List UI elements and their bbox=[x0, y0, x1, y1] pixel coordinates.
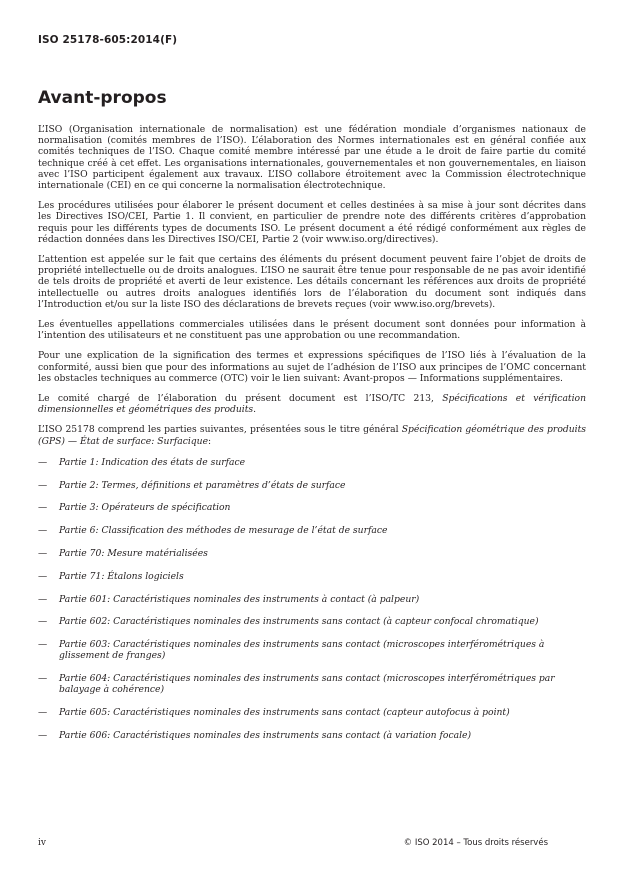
foreword-body bbox=[38, 124, 586, 753]
page-number: iv bbox=[38, 838, 46, 848]
paragraph-series-intro bbox=[38, 424, 586, 446]
list-item: — Partie 70: Mesure matérialisées bbox=[38, 548, 208, 560]
parts-list bbox=[38, 457, 586, 741]
list-item: — Partie 3: Opérateurs de spécification bbox=[38, 502, 231, 514]
committee-suffix: . bbox=[253, 404, 257, 416]
list-item: — Partie 602: Caractéristiques nominales des instruments sans contact (à capteur confocal chromatique) bbox=[38, 616, 539, 628]
series-suffix: : bbox=[208, 435, 212, 447]
list-item: — Partie 6: Classification des méthodes de mesurage de l’état de surface bbox=[38, 525, 388, 537]
series-title: Spécification géométrique des produits (GPS) — État de surface: Surfacique bbox=[38, 424, 587, 447]
paragraph-procedures: Les procédures utilisées pour élaborer le présent document et celles destinées à sa mise à jour sont décrites dans les Directives ISO/CEI, Partie 1. Il convient, en particulier de prendre note des différents critères d’approbation requis pour les différents types de documents ISO. Le présent document a été rédigé conformément aux règles de rédaction données dans les Directives ISO/CEI, Partie 2 (voir www.iso.org/directives). bbox=[38, 200, 586, 245]
paragraph-committee bbox=[38, 393, 586, 415]
copyright-notice: © ISO 2014 – Tous droits réservés bbox=[403, 838, 548, 848]
paragraph-patent-rights: L’attention est appelée sur le fait que certains des éléments du présent document peuvent faire l’objet de droits de propriété intellectuelle ou de droits analogues. L’ISO ne saurait être tenue pour responsable de ne pas avoir identifié de tels droits de propriété et averti de leur existence. Les détails concernant les références aux droits de propriété intellectuelle ou autres droits analogues identifiés lors de l’élaboration du document sont indiqués dans l’Introduction et/ou sur la liste ISO des déclarations de brevets reçues (voir www.iso.org/brevets). bbox=[38, 254, 586, 310]
series-prefix: L’ISO 25178 comprend les parties suivantes, présentées sous le titre général bbox=[38, 424, 402, 436]
paragraph-trade-names: Les éventuelles appellations commerciales utilisées dans le présent document sont données pour information à l’intention des utilisateurs et ne constituent pas une approbation ou une recommandation. bbox=[38, 319, 586, 342]
list-item: — Partie 605: Caractéristiques nominales des instruments sans contact (capteur autofocus à point) bbox=[38, 707, 510, 719]
page-title: Avant-propos bbox=[38, 88, 167, 108]
list-item: — Partie 606: Caractéristiques nominales des instruments sans contact (à variation focale) bbox=[38, 730, 472, 742]
list-item: — Partie 71: Étalons logiciels bbox=[38, 570, 184, 582]
paragraph-conformity: Pour une explication de la signification des termes et expressions spécifiques de l’ISO liés à l’évaluation de la conformité, aussi bien que pour des informations au sujet de l’adhésion de l’ISO aux principes de l’OMC concernant les obstacles techniques au commerce (OTC) voir le lien suivant: Avant-propos — Informations supplémentaires. bbox=[38, 350, 586, 384]
list-item: — Partie 2: Termes, définitions et paramètres d’états de surface bbox=[38, 479, 346, 491]
list-item: — Partie 1: Indication des états de surface bbox=[38, 456, 246, 468]
committee-title: Spécifications et vérification dimensionnelles et géométriques des produits bbox=[38, 393, 586, 416]
document-id-header: ISO 25178-605:2014(F) bbox=[38, 34, 178, 46]
committee-prefix: Le comité chargé de l’élaboration du présent document est l’ISO/TC 213, bbox=[38, 393, 443, 405]
list-item: — Partie 604: Caractéristiques nominales des instruments sans contact (microscopes interférométriques par balayage à cohérence) bbox=[38, 673, 555, 696]
list-item: — Partie 601: Caractéristiques nominales des instruments à contact (à palpeur) bbox=[38, 593, 420, 605]
paragraph-iso-organisation: L’ISO (Organisation internationale de normalisation) est une fédération mondiale d’organismes nationaux de normalisation (comités membres de l’ISO). L’élaboration des Normes internationales est en général confiée aux comités techniques de l’ISO. Chaque comité membre intéressé par une étude a le droit de faire partie du comité technique créé à cet effet. Les organisations internationales, gouvernementales et non gouvernementales, en liaison avec l’ISO participent également aux travaux. L’ISO collabore étroitement avec la Commission électrotechnique internationale (CEI) en ce qui concerne la normalisation électrotechnique. bbox=[38, 124, 586, 192]
list-item: — Partie 603: Caractéristiques nominales des instruments sans contact (microscopes interférométriques à glissement de franges) bbox=[38, 639, 545, 662]
